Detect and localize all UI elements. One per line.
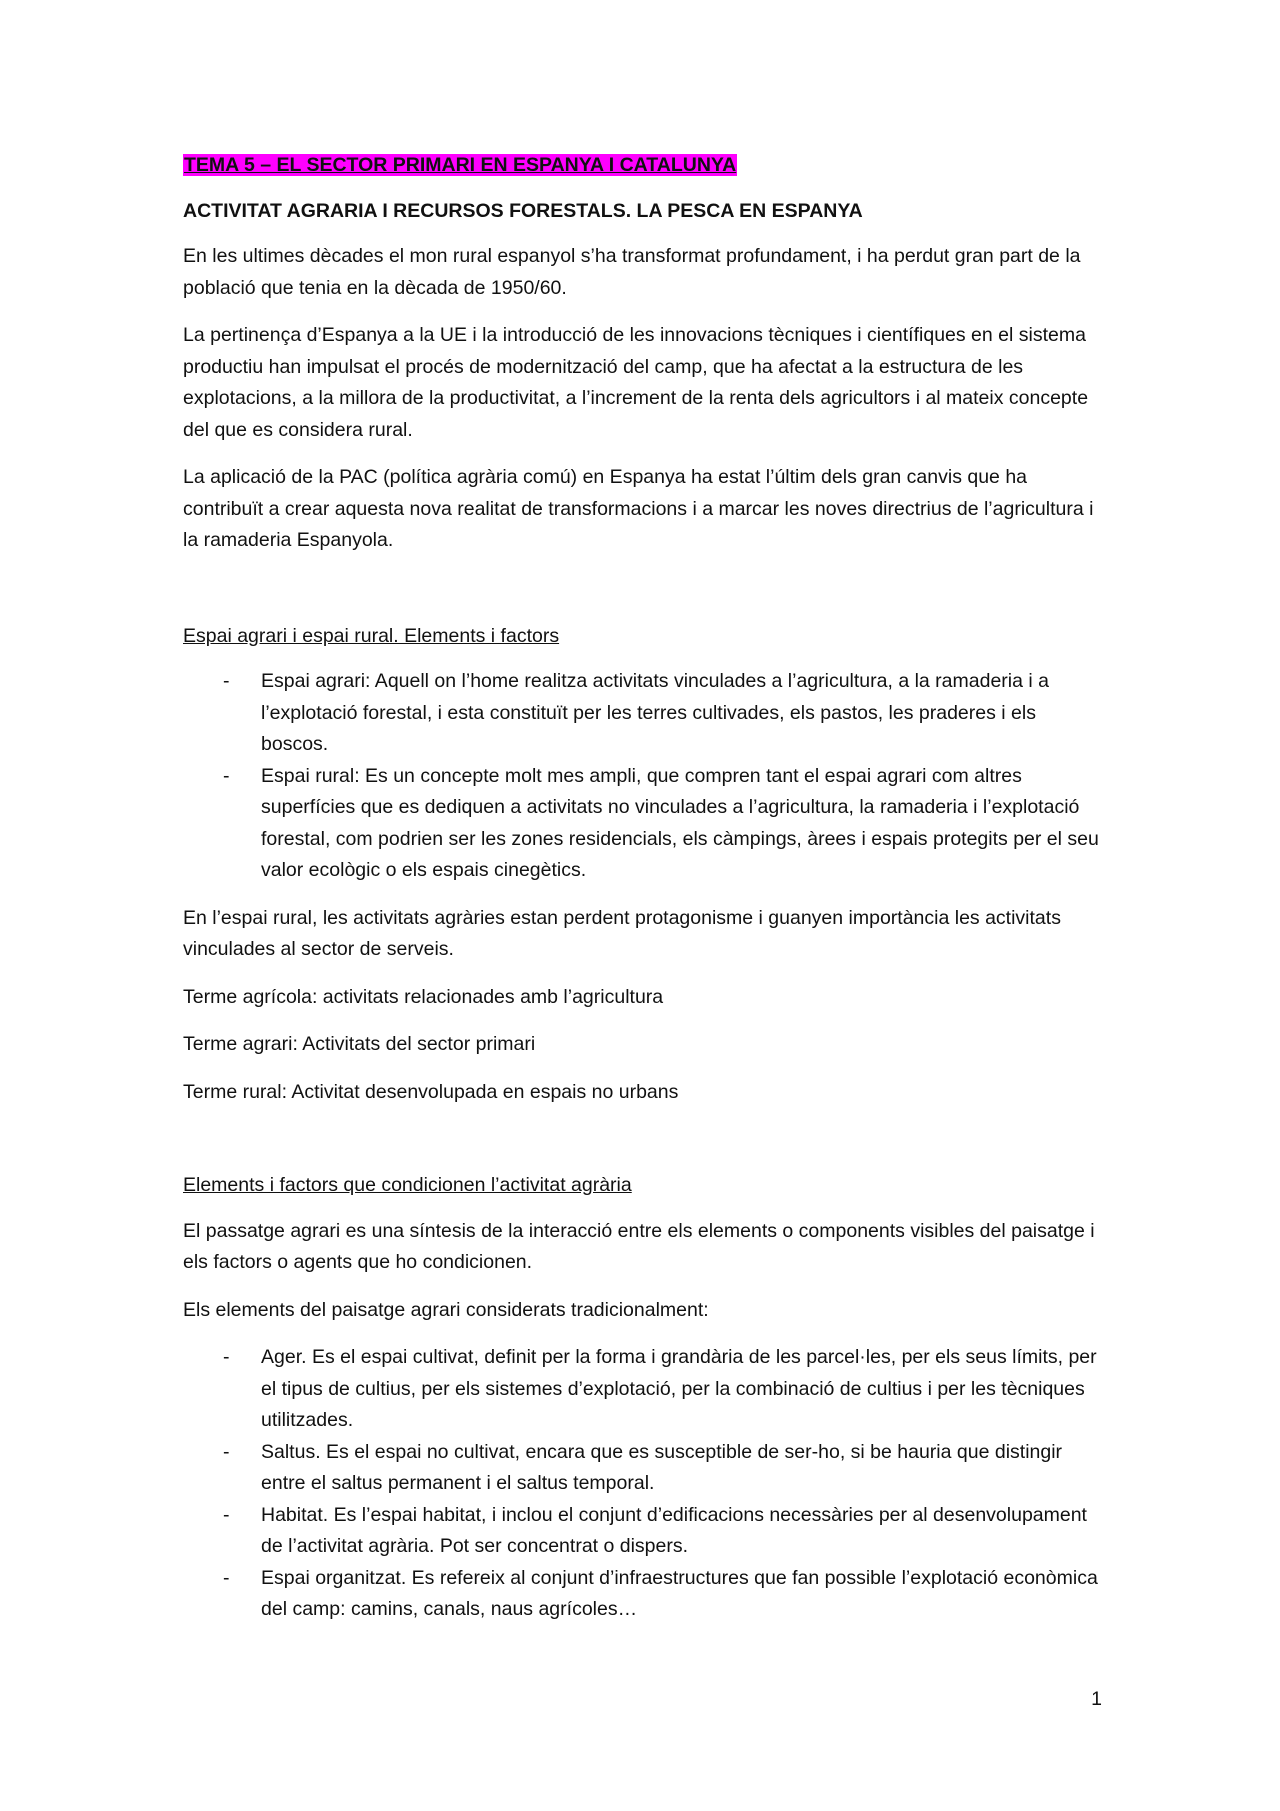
list-dash: - bbox=[223, 670, 230, 692]
section-heading-espai-agrari: Espai agrari i espai rural. Elements i factors bbox=[183, 624, 560, 647]
section1-paragraph-3: Terme agrari: Activitats del sector primari bbox=[183, 1033, 536, 1055]
section2-paragraph-1: El passatge agrari es una síntesis de la interacció entre els elements o components visibles del paisatge i els factors o agents que ho condicionen. bbox=[183, 1219, 1095, 1273]
spacer bbox=[183, 1124, 1103, 1170]
section2-paragraph-2: Els elements del paisatge agrari considerats tradicionalment: bbox=[183, 1298, 709, 1321]
intro-paragraph-2: La pertinença d’Espanya a la UE i la introducció de les innovacions tècniques i científiques en el sistema productiu han impulsat el procés de modernització del camp, que ha afectat a la estructura de les explotacions, a la millora de la productivitat, a l’increment de la renta dels agricultors i al mateix concepte del que es considera rural. bbox=[183, 324, 1089, 441]
intro-paragraph-3: La aplicació de la PAC (política agrària comú) en Espanya ha estat l’últim dels gran canvis que ha contribuït a crear aquesta nova realitat de transformacions i a marcar les noves directrius de l’agricultura i la ramaderia Espanyola. bbox=[183, 466, 1094, 551]
section1-list bbox=[183, 666, 1103, 887]
list-dash: - bbox=[223, 1346, 230, 1368]
list-item-text: Ager. Es el espai cultivat, definit per la forma i grandària de les parcel·les, per els seus límits, per el tipus de cultius, per els sistemes d’explotació, per la combinació de cultius i per les tècniques utilitzades. bbox=[261, 1346, 1097, 1431]
list-dash: - bbox=[223, 1503, 230, 1526]
list-item bbox=[183, 666, 1103, 761]
list-item-text: Espai organitzat. Es refereix al conjunt d’infraestructures que fan possible l’explotació econòmica del camp: camins, canals, naus agrícoles… bbox=[261, 1566, 1098, 1620]
document-title-container bbox=[183, 150, 1103, 180]
section1-paragraph-1: En l’espai rural, les activitats agràries estan perdent protagonisme i guanyen importància les activitats vinculades al sector de serveis. bbox=[183, 906, 1061, 960]
spacer bbox=[183, 573, 1103, 621]
list-item-text: Saltus. Es el espai no cultivat, encara que es susceptible de ser-ho, si be hauria que distingir entre el saltus permanent i el saltus temporal. bbox=[261, 1440, 1063, 1494]
list-dash: - bbox=[223, 1566, 230, 1589]
list-item bbox=[183, 1500, 1103, 1563]
list-item bbox=[183, 1437, 1103, 1500]
list-item bbox=[183, 1342, 1103, 1437]
list-item-text: Espai rural: Es un concepte molt mes ampli, que compren tant el espai agrari com altres superfícies que es dediquen a activitats no vinculades a l’agricultura, la ramaderia i l’explotació forestal, com podrien ser les zones residencials, els càmpings, àrees i espais protegits per el seu valor ecològic o els espais cinegètics. bbox=[261, 764, 1099, 881]
section1-paragraph-2: Terme agrícola: activitats relacionades amb l’agricultura bbox=[183, 985, 664, 1008]
section1-paragraph-4: Terme rural: Activitat desenvolupada en espais no urbans bbox=[183, 1080, 679, 1103]
list-item bbox=[183, 1563, 1103, 1626]
section-heading-elements-factors: Elements i factors que condicionen l’activitat agrària bbox=[183, 1174, 632, 1196]
list-item-text: Habitat. Es l’espai habitat, i inclou el conjunt d’edificacions necessàries per al desenvolupament de l’activitat agrària. Pot ser concentrat o dispers. bbox=[261, 1503, 1087, 1557]
document-title: TEMA 5 – EL SECTOR PRIMARI EN ESPANYA I CATALUNYA bbox=[184, 154, 737, 176]
intro-paragraph-1: En les ultimes dècades el mon rural espanyol s’ha transformat profundament, i ha perdut gran part de la població que tenia en la dècada de 1950/60. bbox=[183, 245, 1081, 299]
page-content bbox=[183, 150, 1103, 1642]
document-subtitle: ACTIVITAT AGRARIA I RECURSOS FORESTALS. LA PESCA EN ESPANYA bbox=[183, 200, 863, 222]
list-item bbox=[183, 761, 1103, 887]
list-dash: - bbox=[223, 764, 230, 787]
page-number: 1 bbox=[1091, 1688, 1102, 1710]
list-item-text: Espai agrari: Aquell on l’home realitza activitats vinculades a l’agricultura, a la ramaderia i a l’explotació forestal, i esta constituït per les terres cultivades, els pastos, les praderes i els boscos. bbox=[261, 670, 1049, 755]
section2-list bbox=[183, 1342, 1103, 1626]
list-dash: - bbox=[223, 1440, 230, 1463]
